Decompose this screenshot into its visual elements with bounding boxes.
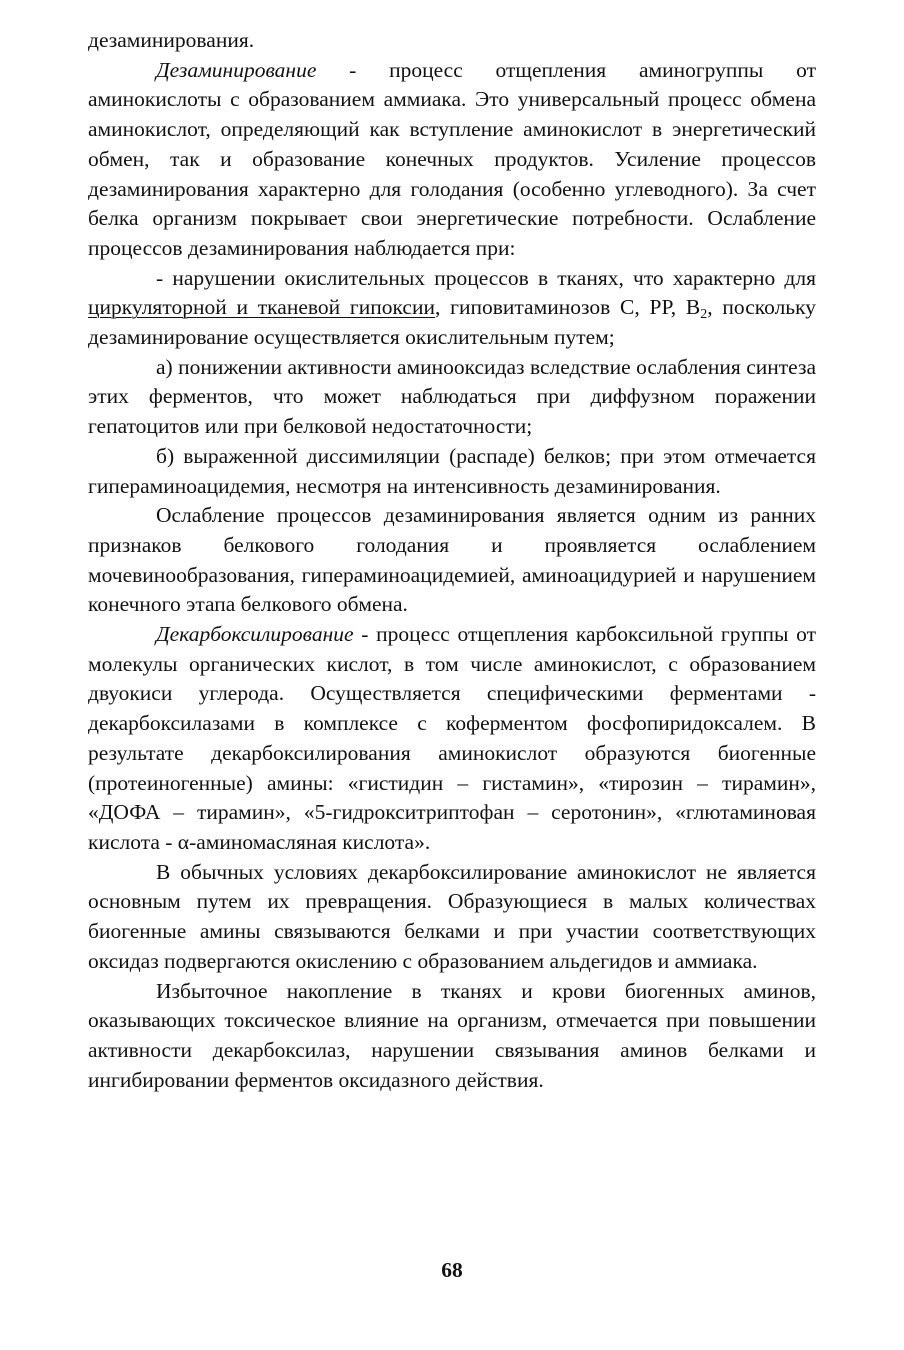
paragraph-deamination-text: - процесс отщепления аминогруппы от аминокислоты с образованием аммиака. Это универсальный процесс обмена аминокислот, определяющий как вступление аминокислот в энергетический обмен, так и образование конечных продуктов. Усиление процессов дезаминирования характерно для голодания (особенно углеводного). За счет белка организм покрывает свои энергетические потребности. Ослабление процессов дезаминирования наблюдается при: (88, 57, 816, 260)
p2-tail: , поскольку дезаминирование осуществляется окислительным путем; (88, 295, 816, 350)
p2-after: , гиповитаминозов С, РР, В (434, 295, 701, 320)
paragraph-excess-amines: Избыточное накопление в тканях и крови биогенных аминов, оказывающих токсическое влияние на организм, отмечается при повышении активности декарбоксилаз, нарушении связывания аминов белками и ингибировании ферментов оксидазного действия. (88, 978, 816, 1092)
paragraph-item-a: а) понижении активности аминооксидаз вследствие ослабления синтеза этих ферментов, что может наблюдаться при диффузном поражении гепатоцитов или при белковой недостаточности; (88, 354, 816, 439)
paragraph-oxidative-disorders (88, 264, 816, 353)
paragraph-decarboxylation (88, 620, 816, 858)
underlined-hypoxia: циркуляторной и тканевой гипоксии (88, 295, 435, 320)
page-text (88, 26, 816, 1095)
term-deamination: Дезаминирование (156, 57, 317, 82)
paragraph-normal-conditions: В обычных условиях декарбоксилирование аминокислот не является основным путем их превращения. Образующиеся в малых количествах биогенные амины связываются белками и при участии соответствующих оксидаз подвергаются окислению с образованием альдегидов и аммиака. (88, 859, 816, 973)
lead-line: дезаминирования. (88, 28, 255, 52)
term-decarboxylation: Декарбоксилирование (156, 622, 354, 647)
paragraph-item-b: б) выраженной диссимиляции (распаде) белков; при этом отмечается гипераминоацидемия, несмотря на интенсивность дезаминирования. (88, 443, 816, 498)
paragraph-weakening: Ослабление процессов дезаминирования является одним из ранних признаков белкового голодания и проявляется ослаблением мочевинообразования, гипераминоацидемией, аминоацидурией и нарушением конечного этапа белкового обмена. (88, 503, 816, 617)
paragraph-deamination (88, 56, 816, 264)
page-number: 68 (441, 1258, 463, 1282)
subscript-b2: 2 (700, 307, 708, 323)
paragraph-decarboxylation-text: - процесс отщепления карбоксильной группы от молекулы органических кислот, в том числе аминокислот, с образованием двуокиси углерода. Осуществляется специфическими ферментами - декарбоксилазами в комплексе с коферментом фосфопиридоксалем. В результате декарбоксилирования аминокислот образуются биогенные (протеиногенные) амины: «гистидин – гистамин», «тирозин – тирамин», «ДОФА – тирамин», «5-гидрокситриптофан – серотонин», «глютаминовая кислота - α-аминомасляная кислота». (88, 622, 816, 854)
p2-before: - нарушении окислительных процессов в тканях, что характерно для (156, 265, 816, 290)
